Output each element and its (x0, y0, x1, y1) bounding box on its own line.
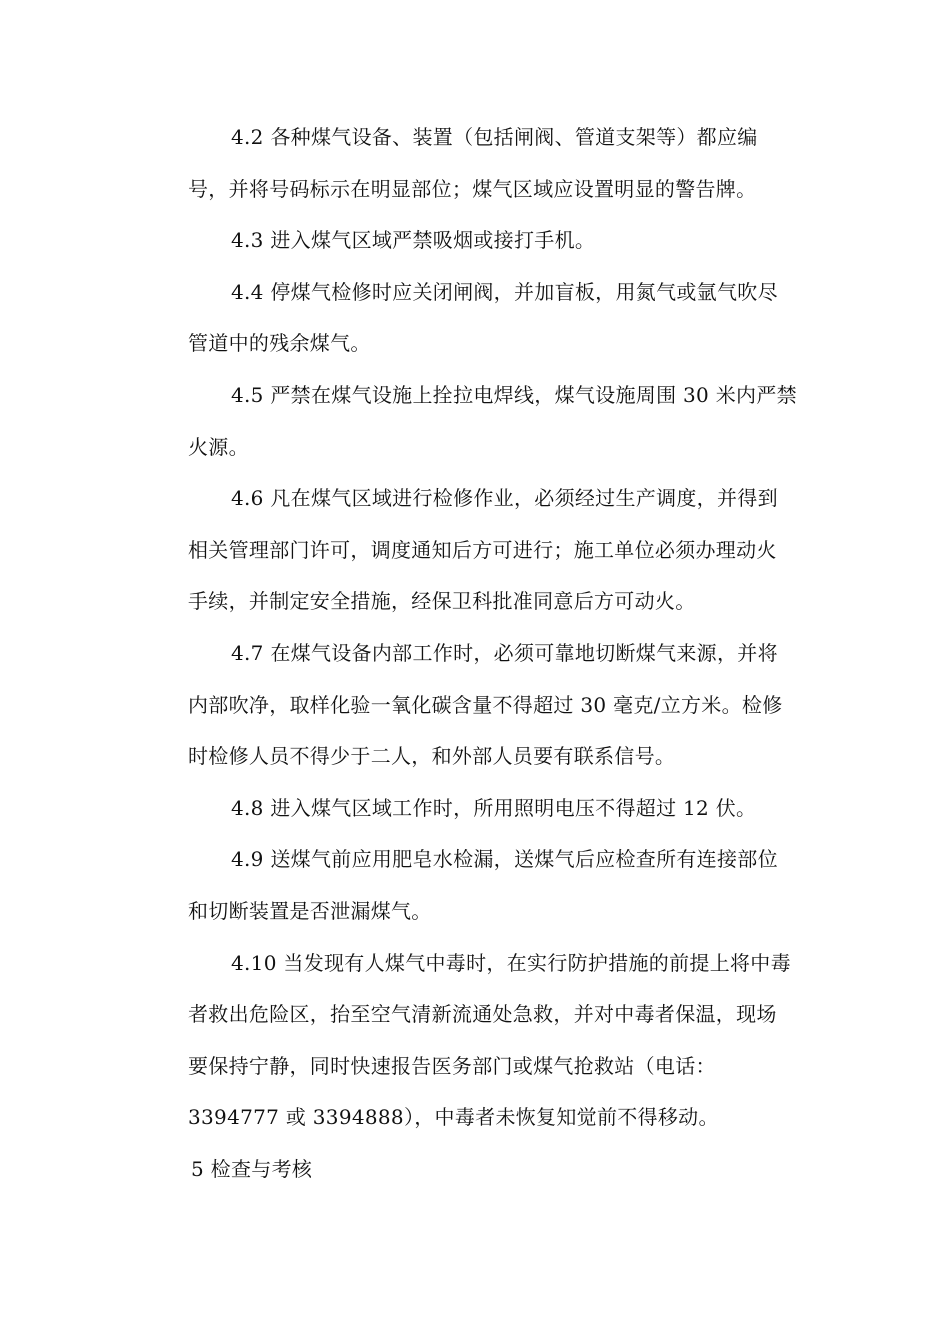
section-heading: 5 检查与考核 (191, 1156, 313, 1181)
text-line: 管道中的残余煤气。 (188, 331, 371, 356)
text-line: 要保持宁静，同时快速报告医务部门或煤气抢救站（电话： (188, 1053, 716, 1078)
text-line: 手续，并制定安全措施，经保卫科批准同意后方可动火。 (188, 589, 696, 614)
text-line: 内部吹净，取样化验一氧化碳含量不得超过 30 毫克/立方米。检修 (188, 692, 783, 717)
paragraph-4-6 (148, 473, 803, 628)
text-line: 4.9 送煤气前应用肥皂水检漏，送煤气后应检查所有连接部位 (231, 847, 778, 872)
text-line: 3394777 或 3394888），中毒者未恢复知觉前不得移动。 (188, 1105, 719, 1130)
text-line: 4.4 停煤气检修时应关闭闸阀，并加盲板，用氮气或氩气吹尽 (231, 279, 778, 304)
text-line: 时检修人员不得少于二人，和外部人员要有联系信号。 (188, 744, 676, 769)
text-line: 号，并将号码标示在明显部位；煤气区域应设置明显的警告牌。 (188, 176, 757, 201)
document-page (148, 112, 803, 1195)
paragraph-4-4 (148, 267, 803, 370)
text-line: 和切断装置是否泄漏煤气。 (188, 898, 432, 923)
paragraph-4-7 (148, 628, 803, 783)
text-line: 相关管理部门许可，调度通知后方可进行；施工单位必须办理动火 (188, 537, 777, 562)
text-line: 4.8 进入煤气区域工作时，所用照明电压不得超过 12 伏。 (231, 795, 757, 820)
text-line: 者救出危险区，抬至空气清新流通处急救，并对中毒者保温，现场 (188, 1002, 777, 1027)
paragraph-4-9 (148, 834, 803, 937)
text-line: 4.6 凡在煤气区域进行检修作业，必须经过生产调度，并得到 (231, 486, 778, 511)
text-line: 4.2 各种煤气设备、装置（包括闸阀、管道支架等）都应编 (231, 125, 758, 149)
paragraph-4-8 (148, 783, 803, 835)
text-line: 4.10 当发现有人煤气中毒时，在实行防护措施的前提上将中毒 (231, 950, 791, 975)
paragraph-4-3 (148, 215, 803, 267)
text-line: 火源。 (188, 434, 249, 459)
paragraph-4-2 (148, 112, 803, 215)
paragraph-4-5 (148, 370, 803, 473)
text-line: 4.5 严禁在煤气设施上拴拉电焊线，煤气设施周围 30 米内严禁 (231, 382, 797, 407)
text-line: 4.3 进入煤气区域严禁吸烟或接打手机。 (231, 228, 596, 253)
text-line: 4.7 在煤气设备内部工作时，必须可靠地切断煤气来源，并将 (231, 640, 778, 665)
paragraph-4-10 (148, 938, 803, 1144)
